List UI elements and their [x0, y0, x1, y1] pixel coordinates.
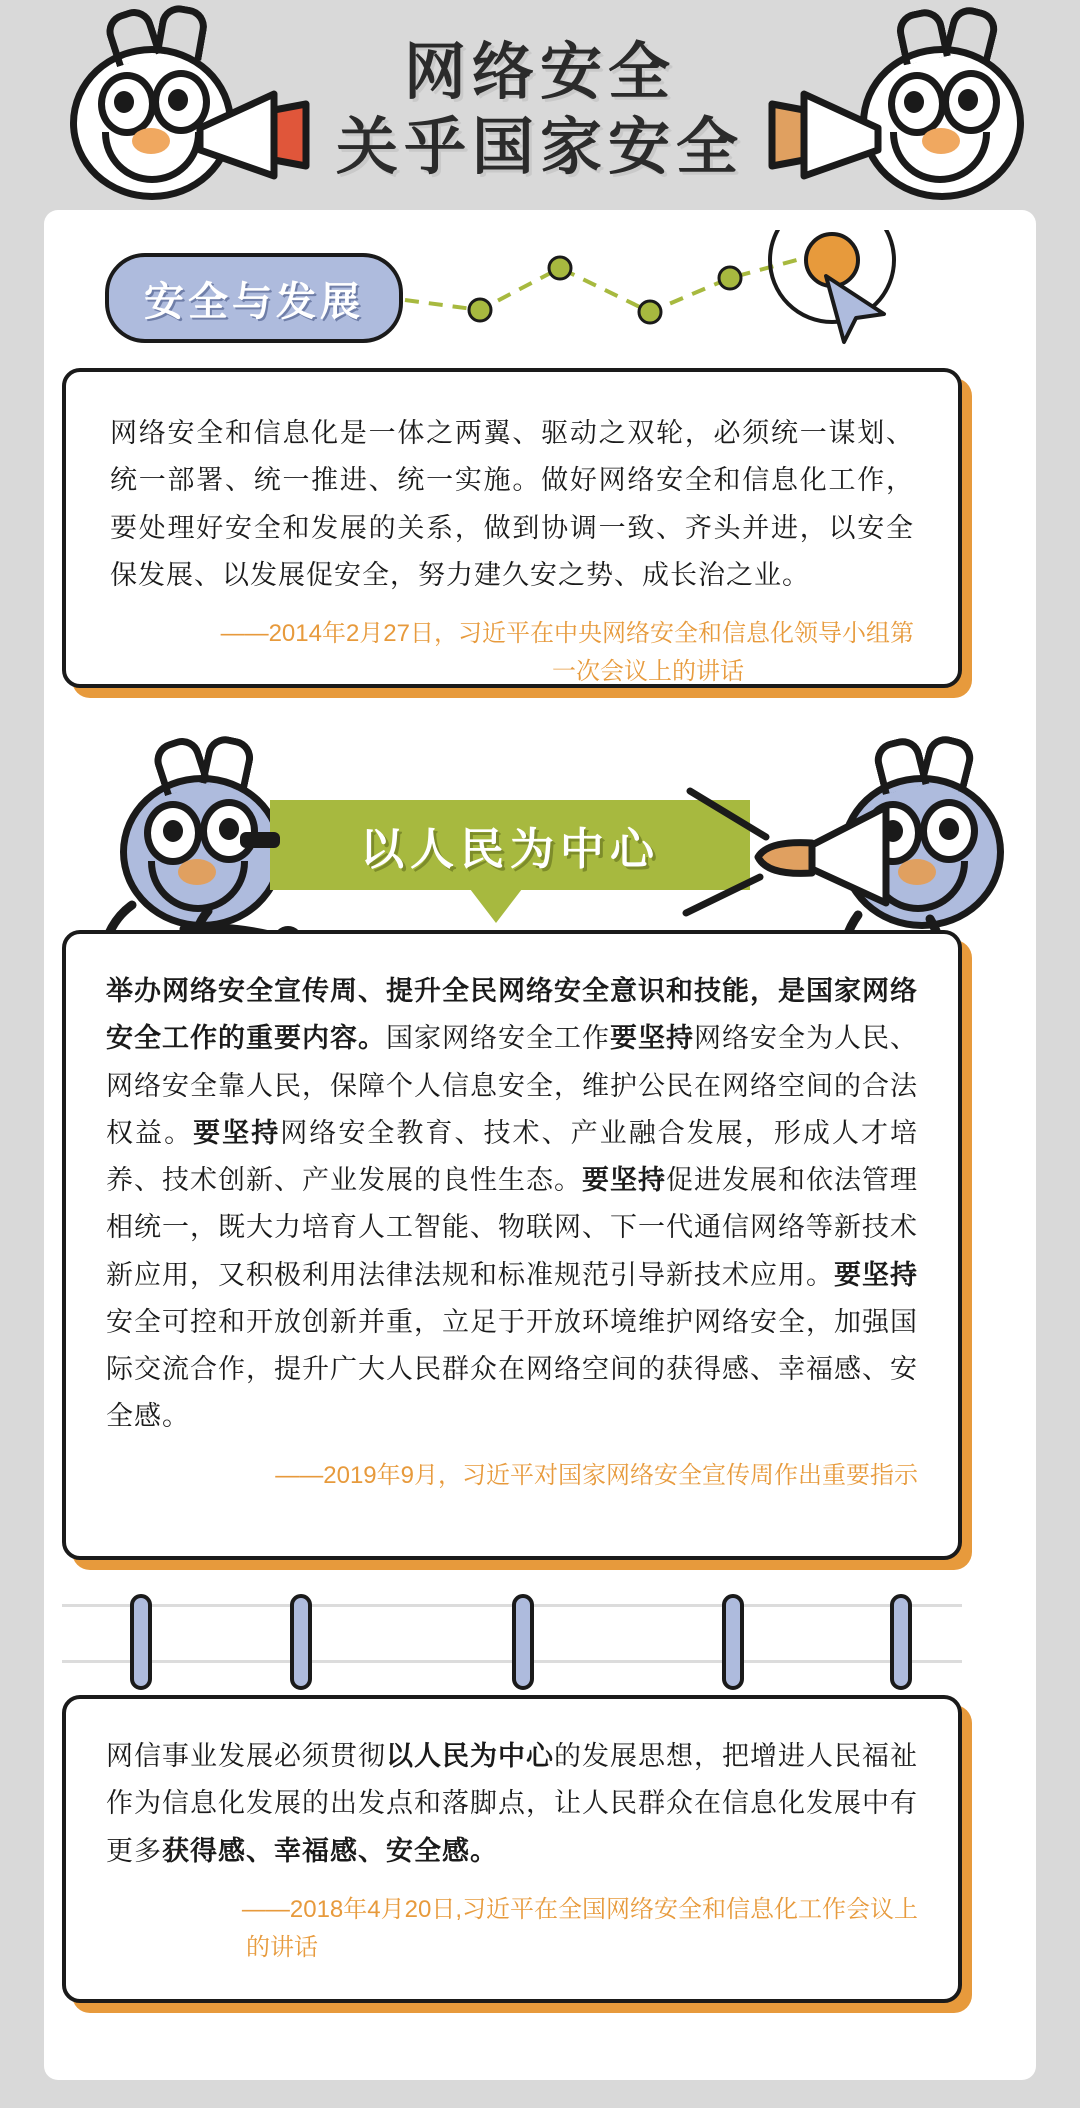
banner-pole-left — [240, 832, 280, 848]
quote-1-text: 网络安全和信息化是一体之两翼、驱动之双轮，必须统一谋划、统一部署、统一推进、统一实施。做好网络安全和信息化工作，要处理好安全和发展的关系，做到协调一致、齐头并进，以安全保发展、以发展促安全，努力建久安之势、成长治之业。 — [110, 418, 914, 590]
mascot-right-antenna-1 — [893, 6, 951, 66]
quote-3-attribution-line-1: ——2018年4月20日,习近平在全国网络安全和信息化工作会议上 — [241, 1895, 918, 1923]
mascot-blue-right-eye-2 — [920, 799, 978, 863]
quote-1-attribution-line-2: 一次会议上的讲话 — [552, 658, 744, 686]
mascot-left-antenna-2 — [154, 2, 210, 61]
poster-title-line-1: 网络安全 — [403, 38, 676, 107]
quote-3-text: 网信事业发展必须贯彻以人民为中心的发展思想，把增进人民福祉作为信息化发展的出发点和落脚点，让人民群众在信息化发展中有更多获得感、幸福感、安全感。 — [106, 1741, 918, 1866]
quote-2-text: 举办网络安全宣传周、提升全民网络安全意识和技能，是国家网络安全工作的重要内容。国家网络安全工作要坚持网络安全为人民、网络安全靠人民，保障个人信息安全，维护公民在网络空间的合法权益。要坚持网络安全教育、技术、产业融合发展，形成人才培养、技术创新、产业发展的良性生态。要坚持促进发展和依法管理相统一，既大力培育人工智能、物联网、下一代通信网络等新技术新应用，又积极利用法律法规和标准规范引导新技术应用。要坚持安全可控和开放创新并重，立足于开放环境维护网络安全，加强国际交流合作，提升广大人民群众在网络空间的获得感、幸福感、安全感。 — [106, 976, 919, 1432]
quote-2-attribution — [106, 1457, 918, 1495]
mascot-left-pupil-1 — [114, 91, 134, 113]
mascot-left-eye-1 — [98, 72, 156, 136]
megaphone-banner-icon — [680, 785, 910, 925]
poster-header — [0, 0, 1080, 230]
mascot-right-pupil-2 — [958, 89, 978, 111]
mascot-right — [770, 28, 1020, 198]
quote-card-3 — [62, 1695, 962, 2003]
banner-tail — [470, 889, 522, 923]
mascot-blue-right-antenna-2 — [919, 732, 978, 793]
mascot-blue-left-eye-2 — [200, 799, 258, 863]
section-banner-people-centered: 以人民为中心 — [270, 800, 750, 890]
mascot-left — [60, 28, 310, 198]
connector-pin-3 — [512, 1594, 534, 1690]
mascot-blue-right-pupil-2 — [939, 818, 959, 840]
poster-title-line-2: 关乎国家安全 — [335, 113, 744, 183]
mascot-right-antenna-2 — [943, 3, 1002, 64]
quote-2-attribution-line-1: ——2019年9月，习近平对国家网络安全宣传周作出重要指示 — [275, 1461, 918, 1489]
mascot-blue-left-pupil-2 — [219, 818, 239, 840]
mascot-right-eye-2 — [942, 70, 1000, 134]
quote-3-attribution — [106, 1891, 918, 1968]
quote-card-2 — [62, 930, 962, 1560]
megaphone-right-icon — [760, 80, 900, 190]
quote-3-attribution-line-2: 的讲话 — [246, 1934, 318, 1962]
section-label-security-development: 安全与发展 — [105, 253, 403, 343]
quote-card-1 — [62, 368, 962, 688]
mascot-blue-left-eye-1 — [144, 801, 202, 865]
connector-pin-1 — [130, 1594, 152, 1690]
mascot-blue-left-pupil-1 — [163, 820, 183, 842]
quote-1-attribution — [110, 615, 914, 692]
dashed-chart-decoration — [400, 230, 960, 350]
connector-pin-2 — [290, 1594, 312, 1690]
quote-1-attribution-line-1: ——2014年2月27日，习近平在中央网络安全和信息化领导小组第 — [220, 620, 914, 647]
connector-pin-4 — [722, 1594, 744, 1690]
mascot-right-pupil-1 — [904, 91, 924, 113]
megaphone-left-icon — [178, 80, 318, 190]
poster-title — [300, 38, 780, 183]
connector-pin-5 — [890, 1594, 912, 1690]
